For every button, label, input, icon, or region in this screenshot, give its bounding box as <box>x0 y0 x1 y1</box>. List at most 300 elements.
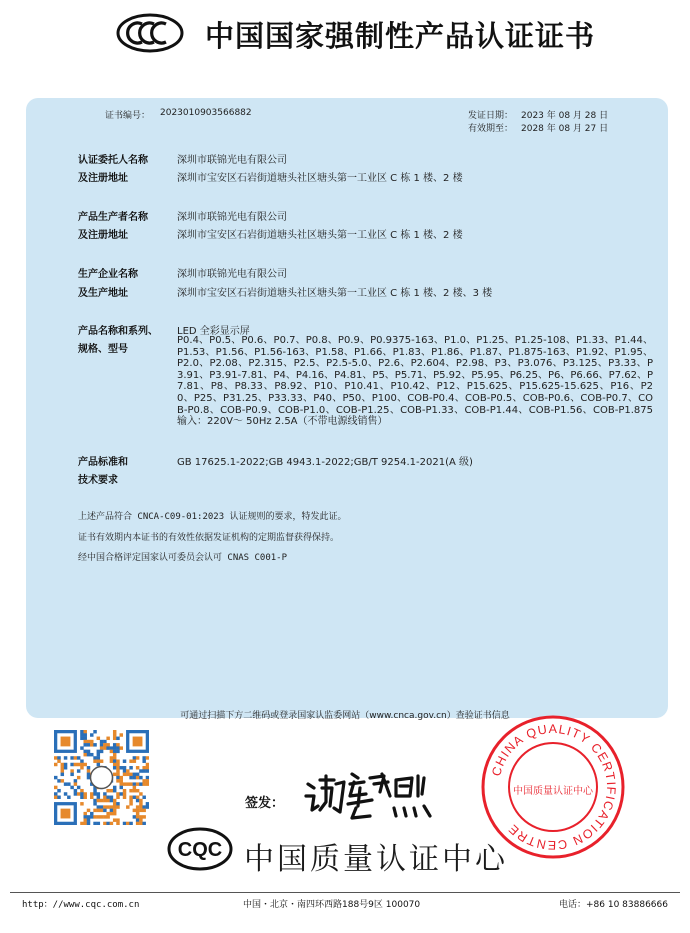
qr-module <box>113 799 116 802</box>
qr-module <box>110 799 113 802</box>
qr-module <box>97 809 100 812</box>
footer-phone: 电话：+86 10 83886666 <box>559 900 668 910</box>
qr-module <box>129 822 132 825</box>
qr-module <box>110 809 113 812</box>
qr-module <box>80 730 83 733</box>
qr-module <box>139 822 142 825</box>
qr-module <box>136 773 139 776</box>
qr-module <box>106 737 109 740</box>
certificate-notes <box>78 507 347 569</box>
footer-url: http：//www.cqc.com.cn <box>22 900 140 910</box>
qr-module <box>142 809 145 812</box>
svg-text:CQC: CQC <box>177 839 223 861</box>
qr-module <box>136 799 139 802</box>
qr-module <box>61 773 64 776</box>
qr-module <box>110 796 113 799</box>
qr-module <box>113 818 116 821</box>
qr-module <box>113 789 116 792</box>
qr-module <box>113 737 116 740</box>
qr-module <box>100 799 103 802</box>
manufacturer-address-label: 及注册地址 <box>78 230 128 241</box>
qr-module <box>133 789 136 792</box>
qr-module <box>80 796 83 799</box>
qr-module <box>100 815 103 818</box>
qr-module <box>57 779 60 782</box>
qr-module <box>129 759 132 762</box>
qr-module <box>103 740 106 743</box>
svg-text:CHINA QUALITY CERTIFICATION CE: CHINA QUALITY CERTIFICATION CENTRE <box>489 721 619 853</box>
qr-module <box>106 815 109 818</box>
qr-module <box>129 776 132 779</box>
product-name: LED 全彩显示屏 <box>177 326 250 337</box>
qr-module <box>120 792 123 795</box>
qr-module <box>83 815 86 818</box>
qr-module <box>103 796 106 799</box>
qr-module <box>142 782 145 785</box>
qr-module <box>80 766 83 769</box>
qr-module <box>74 782 77 785</box>
qr-module <box>126 769 129 772</box>
qr-module <box>120 779 123 782</box>
qr-module <box>80 792 83 795</box>
qr-module <box>136 782 139 785</box>
qr-module <box>142 796 145 799</box>
qr-module <box>87 773 90 776</box>
qr-module <box>70 763 73 766</box>
qr-module <box>139 782 142 785</box>
qr-module <box>67 796 70 799</box>
qr-module <box>133 776 136 779</box>
qr-module <box>146 802 149 805</box>
qr-module <box>103 792 106 795</box>
qr-module <box>106 822 109 825</box>
qr-module <box>74 779 77 782</box>
qr-module <box>129 789 132 792</box>
qr-module <box>87 740 90 743</box>
qr-module <box>57 789 60 792</box>
applicant-address-label: 及注册地址 <box>78 173 128 184</box>
qr-module <box>142 769 145 772</box>
qr-module <box>123 769 126 772</box>
qr-module <box>106 812 109 815</box>
applicant-label: 认证委托人名称 <box>78 155 148 166</box>
standard-label: 产品标准和 <box>78 457 128 468</box>
qr-module <box>83 733 86 736</box>
qr-module <box>116 805 119 808</box>
qr-module <box>110 805 113 808</box>
qr-module <box>80 737 83 740</box>
qr-module <box>106 743 109 746</box>
qr-module <box>57 796 60 799</box>
qr-module <box>100 750 103 753</box>
qr-module <box>100 746 103 749</box>
qr-module <box>129 796 132 799</box>
qr-module <box>113 766 116 769</box>
qr-module <box>146 766 149 769</box>
verification-note: 可通过扫描下方二维码或登录国家认监委网站（www.cnca.gov.cn）查验证书信息 <box>180 711 510 721</box>
qr-module <box>67 782 70 785</box>
qr-module <box>113 786 116 789</box>
qr-module <box>123 796 126 799</box>
qr-module <box>139 792 142 795</box>
qr-module <box>139 818 142 821</box>
qr-module <box>90 743 93 746</box>
standard-value: GB 17625.1-2022;GB 4943.1-2022;GB/T 9254.1-2021(A 级) <box>177 457 473 468</box>
qr-module <box>136 756 139 759</box>
qr-module <box>120 766 123 769</box>
handwritten-signature <box>300 766 440 826</box>
qr-module <box>146 769 149 772</box>
qr-module <box>90 796 93 799</box>
qr-module <box>113 750 116 753</box>
qr-module <box>133 796 136 799</box>
qr-module <box>136 789 139 792</box>
qr-module <box>133 756 136 759</box>
qr-module <box>83 796 86 799</box>
qr-module <box>93 756 96 759</box>
qr-module <box>116 802 119 805</box>
qr-module <box>106 789 109 792</box>
qr-module <box>136 805 139 808</box>
qr-module <box>106 805 109 808</box>
qr-module <box>61 769 64 772</box>
qr-module <box>103 743 106 746</box>
qr-module <box>133 782 136 785</box>
qr-module <box>136 776 139 779</box>
qr-module <box>139 815 142 818</box>
qr-module <box>93 792 96 795</box>
qr-module <box>146 805 149 808</box>
qr-module <box>93 730 96 733</box>
qr-module <box>120 776 123 779</box>
cqc-logo <box>167 826 233 872</box>
qr-module <box>87 818 90 821</box>
qr-module <box>113 730 116 733</box>
qr-module <box>74 789 77 792</box>
qr-module <box>142 822 145 825</box>
qr-module <box>87 776 90 779</box>
qr-module <box>139 769 142 772</box>
footer-address: 中国・北京・南四环西路188号9区 100070 <box>243 900 421 910</box>
qr-module <box>80 759 83 762</box>
qr-module <box>103 815 106 818</box>
qr-module <box>116 746 119 749</box>
qr-module <box>93 815 96 818</box>
qr-module <box>83 730 86 733</box>
qr-module <box>83 812 86 815</box>
qr-module <box>146 779 149 782</box>
qr-module <box>113 756 116 759</box>
cert-number-label: 证书编号： <box>105 111 151 121</box>
qr-module <box>126 773 129 776</box>
issue-date: 2023 年 08 月 28 日 <box>521 111 609 121</box>
qr-module <box>120 786 123 789</box>
qr-module <box>64 766 67 769</box>
qr-module <box>93 802 96 805</box>
qr-module <box>77 786 80 789</box>
qr-module <box>57 759 60 762</box>
qr-module <box>90 815 93 818</box>
qr-module <box>136 815 139 818</box>
qr-module <box>83 737 86 740</box>
qr-module <box>80 733 83 736</box>
signature-label: 签发： <box>245 796 285 811</box>
qr-module <box>103 805 106 808</box>
valid-until-label: 有效期至： <box>468 124 514 134</box>
qr-module <box>116 769 119 772</box>
qr-module <box>129 802 132 805</box>
qr-module <box>146 776 149 779</box>
qr-module <box>70 769 73 772</box>
qr-module <box>113 753 116 756</box>
qr-module <box>133 759 136 762</box>
qr-module <box>139 802 142 805</box>
qr-module <box>113 746 116 749</box>
qr-module <box>139 809 142 812</box>
svg-text:中国质量认证中心: 中国质量认证中心 <box>513 786 593 797</box>
qr-module <box>123 782 126 785</box>
qr-module <box>120 746 123 749</box>
footer-divider <box>10 892 680 893</box>
qr-module <box>136 766 139 769</box>
qr-module <box>87 753 90 756</box>
qr-module <box>110 812 113 815</box>
qr-module <box>129 782 132 785</box>
qr-module <box>136 796 139 799</box>
product-model-list: P0.4、P0.5、P0.6、P0.7、P0.8、P0.9、P0.9375-163、P1.0、P1.25、P1.25-108、P1.33、P1.44、P1.53、P1.56、P1.56-163、P1.58、P1.66、P1.83、P1.86、P1.87、P1.875-163、P1.92、P1.95、P2.0、P2.08、P2.315、P2.5、P2.5-5.0、P2.6、P2.604、P2.98、P3、P3.076、P3.125、P3.33、P3.91、P3.91-7.81、P4、P4.16、P4.81、P5、P5.71、P5.92、P5.95、P6.25、P6、P6.66、P7.62、P7.81、P8、P8.33、P8.92、P10、P10.41、P10.42、P12、P15.625、P15.625-15.625、P16、P20、P25、P31.25、P33.33、P40、P50、P100、COB-P0.4、COB-P0.5、COB-P0.6、COB-P0.7、COB-P0.8、COB-P0.9、COB-P1.0、COB-P1.25、COB-P1.33、COB-P1.44、COB-P1.56、COB-P1.875 输入：220V～ 50Hz 2.5A（不带电源线销售） <box>177 335 654 428</box>
factory-label: 生产企业名称 <box>78 269 138 280</box>
qr-module <box>74 756 77 759</box>
qr-module <box>110 750 113 753</box>
qr-module <box>64 792 67 795</box>
qr-module <box>54 763 57 766</box>
qr-module <box>106 796 109 799</box>
qr-module <box>113 805 116 808</box>
qr-module <box>70 773 73 776</box>
qr-module <box>103 799 106 802</box>
qr-module <box>133 773 136 776</box>
note-line: 证书有效期内本证书的有效性依据发证机构的定期监督获得保持。 <box>78 532 340 543</box>
qr-module <box>113 733 116 736</box>
qr-module <box>61 779 64 782</box>
qr-module <box>136 818 139 821</box>
valid-until-date: 2028 年 08 月 27 日 <box>521 124 609 134</box>
qr-module <box>61 766 64 769</box>
qr-module <box>97 822 100 825</box>
qr-module <box>103 746 106 749</box>
qr-module <box>83 743 86 746</box>
qr-module <box>87 822 90 825</box>
qr-module <box>100 805 103 808</box>
qr-module <box>113 812 116 815</box>
qr-module <box>116 759 119 762</box>
qr-module <box>120 733 123 736</box>
qr-module <box>90 812 93 815</box>
qr-module <box>110 759 113 762</box>
qr-module <box>129 773 132 776</box>
qr-module <box>116 792 119 795</box>
qr-module <box>54 756 57 759</box>
qr-module <box>70 756 73 759</box>
qr-module <box>87 766 90 769</box>
qr-module <box>97 750 100 753</box>
qr-module <box>77 776 80 779</box>
qr-module <box>97 796 100 799</box>
qr-module <box>97 753 100 756</box>
qr-module <box>103 809 106 812</box>
qr-module <box>87 743 90 746</box>
manufacturer-address: 深圳市宝安区石岩街道塘头社区塘头第一工业区 C 栋 1 楼、2 楼 <box>177 230 463 241</box>
qr-module <box>146 756 149 759</box>
qr-module <box>142 815 145 818</box>
qr-module <box>83 822 86 825</box>
qr-module <box>142 756 145 759</box>
qr-module <box>54 792 57 795</box>
qr-module <box>136 812 139 815</box>
qr-module <box>93 789 96 792</box>
qr-module <box>57 756 60 759</box>
qr-module <box>54 776 57 779</box>
qr-module <box>123 759 126 762</box>
qr-module <box>80 789 83 792</box>
manufacturer-label: 产品生产者名称 <box>78 212 148 223</box>
issuer-name: 中国质量认证中心 <box>244 842 508 877</box>
qr-module <box>106 799 109 802</box>
qr-module <box>126 805 129 808</box>
qr-module <box>90 733 93 736</box>
qr-module <box>142 759 145 762</box>
qr-module <box>113 763 116 766</box>
qr-module <box>90 792 93 795</box>
applicant-name: 深圳市联锦光电有限公司 <box>177 155 287 166</box>
qr-module <box>113 759 116 762</box>
qr-module <box>93 743 96 746</box>
qr-module <box>83 740 86 743</box>
qr-center-logo <box>91 767 113 789</box>
qr-module <box>110 756 113 759</box>
qr-module <box>123 789 126 792</box>
qr-module <box>64 782 67 785</box>
qr-module <box>97 756 100 759</box>
qr-module <box>110 789 113 792</box>
qr-module <box>123 792 126 795</box>
qr-module <box>136 809 139 812</box>
issue-date-label: 发证日期： <box>468 111 514 121</box>
qr-module <box>113 809 116 812</box>
qr-module <box>77 769 80 772</box>
certificate-title: 中国国家强制性产品认证证书 <box>205 19 596 53</box>
qr-module <box>123 773 126 776</box>
qr-module <box>113 773 116 776</box>
qr-module <box>116 822 119 825</box>
qr-module <box>70 786 73 789</box>
qr-module <box>116 743 119 746</box>
factory-name: 深圳市联锦光电有限公司 <box>177 269 287 280</box>
qr-module <box>87 750 90 753</box>
qr-module <box>80 763 83 766</box>
qr-module <box>103 822 106 825</box>
product-spec-label: 规格、型号 <box>78 344 128 355</box>
qr-module <box>146 782 149 785</box>
qr-module <box>61 763 64 766</box>
product-label: 产品名称和系列、 <box>78 326 158 337</box>
qr-module <box>120 782 123 785</box>
qr-module <box>74 763 77 766</box>
factory-address: 深圳市宝安区石岩街道塘头社区塘头第一工业区 C 栋 1 楼、2 楼、3 楼 <box>177 288 493 299</box>
qr-module <box>97 792 100 795</box>
qr-module <box>146 763 149 766</box>
qr-module <box>110 746 113 749</box>
qr-module <box>87 809 90 812</box>
qr-module <box>83 818 86 821</box>
qr-module <box>136 822 139 825</box>
qr-module <box>80 802 83 805</box>
qr-module <box>80 822 83 825</box>
qr-module <box>93 822 96 825</box>
qr-module <box>133 815 136 818</box>
qr-module <box>74 792 77 795</box>
cert-number: 2023010903566882 <box>160 108 252 118</box>
applicant-address: 深圳市宝安区石岩街道塘头社区塘头第一工业区 C 栋 1 楼、2 楼 <box>177 173 463 184</box>
qr-module <box>93 809 96 812</box>
qr-module <box>139 805 142 808</box>
qr-module <box>87 769 90 772</box>
qr-module <box>87 815 90 818</box>
qr-module <box>116 737 119 740</box>
qr-module <box>97 799 100 802</box>
qr-module <box>116 796 119 799</box>
qr-module <box>129 766 132 769</box>
qr-module <box>116 776 119 779</box>
qr-module <box>110 822 113 825</box>
qr-module <box>126 782 129 785</box>
qr-module <box>93 759 96 762</box>
qr-module <box>142 766 145 769</box>
qr-module <box>93 799 96 802</box>
qr-module <box>97 815 100 818</box>
note-line: 上述产品符合 CNCA-C09-01:2023 认证规则的要求，特发此证。 <box>78 512 347 522</box>
qr-module <box>123 766 126 769</box>
official-seal <box>478 712 628 862</box>
qr-module <box>116 779 119 782</box>
manufacturer-name: 深圳市联锦光电有限公司 <box>177 212 287 223</box>
qr-module <box>83 753 86 756</box>
qr-module <box>54 786 57 789</box>
qr-module <box>97 763 100 766</box>
qr-code[interactable] <box>54 730 149 825</box>
qr-module <box>116 763 119 766</box>
qr-module <box>106 746 109 749</box>
qr-module <box>100 759 103 762</box>
qr-module <box>100 740 103 743</box>
qr-module <box>83 763 86 766</box>
qr-module <box>113 743 116 746</box>
qr-module <box>77 763 80 766</box>
qr-module <box>100 743 103 746</box>
qr-module <box>64 756 67 759</box>
standard-label-2: 技术要求 <box>78 475 118 486</box>
qr-module <box>116 750 119 753</box>
qr-module <box>80 746 83 749</box>
qr-module <box>116 766 119 769</box>
factory-address-label: 及生产地址 <box>78 288 128 299</box>
qr-module <box>77 756 80 759</box>
qr-module <box>64 763 67 766</box>
qr-module <box>97 805 100 808</box>
qr-module <box>126 822 129 825</box>
ccc-mark-logo <box>116 13 184 53</box>
qr-module <box>90 740 93 743</box>
